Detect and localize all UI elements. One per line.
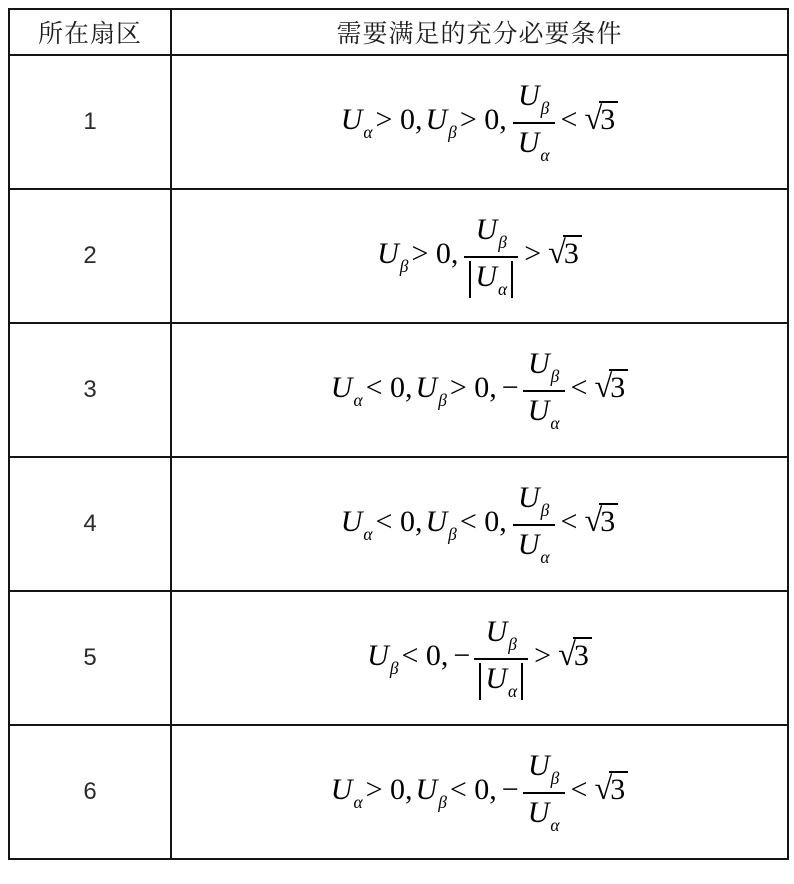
math-subscript: α — [353, 390, 363, 411]
math-subscript: β — [550, 768, 560, 789]
table-row — [9, 457, 788, 591]
fraction-denominator — [464, 256, 518, 301]
math-fraction — [513, 480, 555, 569]
math-variable: $U_\beta$ — [527, 346, 560, 387]
math-variable: $U_\alpha$ — [517, 125, 550, 166]
square-root — [594, 771, 628, 808]
math-operator: > 0, — [375, 102, 423, 136]
math-variable: $U_\alpha$ — [527, 393, 560, 434]
math-operator: < 0, — [459, 504, 507, 538]
math-operator: < — [560, 504, 578, 538]
math-subscript: β — [448, 524, 457, 545]
sector-number-cell: 1 — [9, 55, 171, 189]
condition-formula-cell — [171, 591, 788, 725]
fraction-denominator — [474, 658, 528, 703]
fraction-numerator — [513, 480, 554, 524]
math-operator: < 0, — [365, 370, 413, 404]
math-subscript: α — [363, 524, 373, 545]
math-variable: $U_\beta$ — [425, 504, 457, 545]
radicand: 3 — [599, 101, 618, 136]
math-subscript: α — [550, 815, 560, 836]
sector-condition-table — [8, 8, 789, 860]
radical-sign: √ — [594, 368, 613, 405]
sector-number-cell: 2 — [9, 189, 171, 323]
absolute-value — [479, 663, 523, 701]
math-variable: $U_\beta$ — [415, 370, 447, 411]
sector-number-cell: 3 — [9, 323, 171, 457]
math-subscript: β — [448, 122, 457, 143]
math-operator: > 0, — [411, 236, 459, 270]
condition-formula-cell — [171, 323, 788, 457]
math-variable: $U_\beta$ — [527, 748, 560, 789]
sector-number-cell: 4 — [9, 457, 171, 591]
square-root — [548, 235, 582, 272]
math-variable: $U_\beta$ — [485, 614, 517, 655]
condition-formula-cell — [171, 189, 788, 323]
radicand: 3 — [609, 369, 628, 404]
math-operator: < — [570, 370, 588, 404]
math-subscript: α — [498, 279, 508, 300]
math-subscript: α — [363, 122, 373, 143]
condition-formula-cell — [171, 55, 788, 189]
fraction-denominator — [513, 122, 555, 167]
header-sector: 所在扇区 — [9, 9, 171, 55]
math-fraction — [464, 212, 518, 301]
math-variable: $U_\alpha$ — [340, 504, 373, 545]
math-subscript: β — [438, 792, 447, 813]
math-variable: $U_\beta$ — [517, 480, 550, 521]
math-variable: $U_\beta$ — [425, 102, 457, 143]
math-subscript: α — [540, 547, 550, 568]
fraction-numerator — [513, 78, 554, 122]
sector-number-cell: 5 — [9, 591, 171, 725]
math-variable: $U_\alpha$ — [475, 259, 508, 300]
radicand: 3 — [563, 235, 582, 270]
table-row — [9, 55, 788, 189]
math-operator: < 0, — [449, 772, 497, 806]
math-operator: < — [560, 102, 578, 136]
math-subscript: β — [540, 500, 550, 521]
math-variable: $U_\alpha$ — [485, 661, 518, 702]
math-operator: > — [534, 638, 552, 672]
radicand: 3 — [609, 771, 628, 806]
math-subscript: α — [353, 792, 363, 813]
math-subscript: β — [389, 658, 399, 679]
radical-sign: √ — [584, 502, 603, 539]
math-operator: < 0, — [401, 638, 449, 672]
square-root — [584, 101, 618, 138]
header-condition: 需要满足的充分必要条件 — [171, 9, 788, 55]
minus-sign: − — [453, 638, 471, 672]
math-fraction — [474, 614, 528, 703]
math-subscript: β — [399, 256, 409, 277]
fraction-denominator — [523, 390, 565, 435]
radical-sign: √ — [548, 234, 566, 271]
radicand: 3 — [599, 503, 618, 538]
fraction-numerator — [523, 346, 564, 390]
table-body — [9, 55, 788, 859]
fraction-denominator — [523, 792, 565, 837]
table-row — [9, 725, 788, 859]
math-variable: $U_\beta$ — [415, 772, 447, 813]
math-subscript: α — [550, 413, 560, 434]
math-variable: $U_\alpha$ — [527, 795, 560, 836]
fraction-numerator — [481, 614, 522, 658]
math-variable: $U_\beta$ — [475, 212, 507, 253]
math-subscript: β — [508, 634, 517, 655]
math-variable: $U_\alpha$ — [330, 772, 363, 813]
header-row — [9, 9, 788, 55]
math-variable: $U_\beta$ — [377, 236, 409, 277]
sector-number-cell: 6 — [9, 725, 171, 859]
math-subscript: α — [540, 145, 550, 166]
math-variable: $U_\alpha$ — [340, 102, 373, 143]
radical-sign: √ — [558, 636, 576, 673]
radical-sign: √ — [584, 100, 603, 137]
math-subscript: α — [508, 681, 518, 702]
math-fraction — [523, 346, 565, 435]
math-variable: $U_\beta$ — [517, 78, 550, 119]
square-root — [558, 637, 592, 674]
math-operator: > 0, — [449, 370, 497, 404]
square-root — [584, 503, 618, 540]
absolute-value — [469, 261, 513, 299]
math-subscript: β — [438, 390, 447, 411]
math-subscript: β — [498, 232, 507, 253]
math-variable: $U_\alpha$ — [330, 370, 363, 411]
math-fraction — [513, 78, 555, 167]
math-operator: > 0, — [365, 772, 413, 806]
math-operator: < — [570, 772, 588, 806]
table-row — [9, 591, 788, 725]
table-row — [9, 323, 788, 457]
math-subscript: β — [540, 98, 550, 119]
minus-sign: − — [501, 370, 519, 404]
table-row — [9, 189, 788, 323]
radicand: 3 — [573, 637, 592, 672]
condition-formula-cell — [171, 725, 788, 859]
math-operator: > — [524, 236, 542, 270]
condition-formula-cell — [171, 457, 788, 591]
math-variable: $U_\beta$ — [367, 638, 399, 679]
minus-sign: − — [501, 772, 519, 806]
math-operator: < 0, — [375, 504, 423, 538]
math-fraction — [523, 748, 565, 837]
radical-sign: √ — [594, 770, 613, 807]
math-subscript: β — [550, 366, 560, 387]
fraction-denominator — [513, 524, 555, 569]
math-variable: $U_\alpha$ — [517, 527, 550, 568]
math-operator: > 0, — [459, 102, 507, 136]
square-root — [594, 369, 628, 406]
fraction-numerator — [523, 748, 564, 792]
fraction-numerator — [471, 212, 512, 256]
